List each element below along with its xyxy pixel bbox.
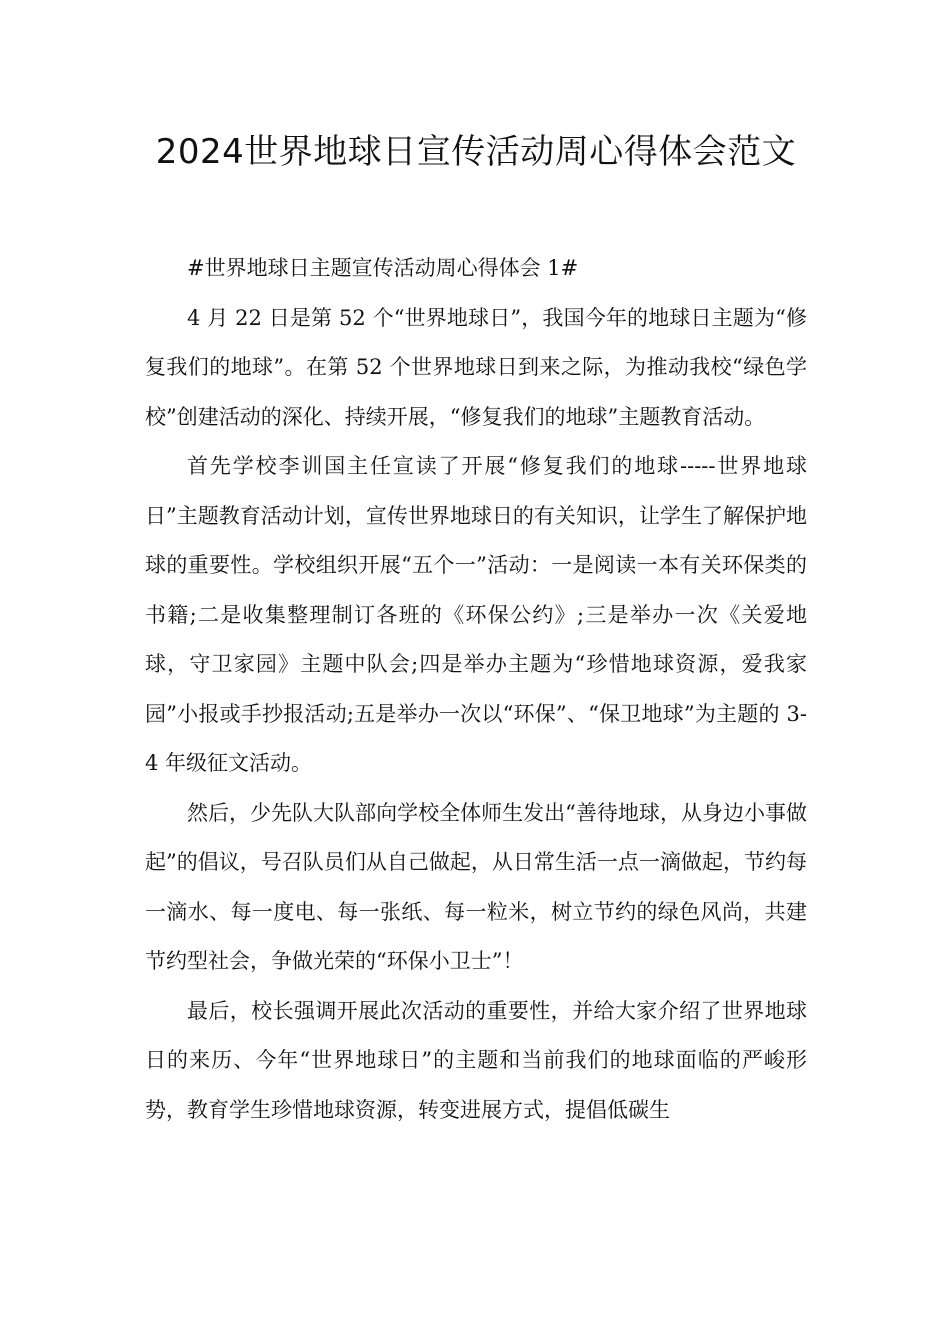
document-page [145,128,807,1135]
document-title: 2024世界地球日宣传活动周心得体会范文 [155,132,797,172]
document-body [145,244,807,1135]
section-heading: #世界地球日主题宣传活动周心得体会 1# [187,256,579,280]
paragraph-2: 首先学校李训国主任宣读了开展“修复我们的地球-----世界地球日”主题教育活动计划，宣传世界地球日的有关知识，让学生了解保护地球的重要性。学校组织开展“五个一”活动：一是阅读一本有关环保类的书籍;二是收集整理制订各班的《环保公约》;三是举办一次《关爱地球，守卫家园》主题中队会;四是举办主题为“珍惜地球资源，爱我家园”小报或手抄报活动;五是举办一次以“环保”、“保卫地球”为主题的 3-4 年级征文活动。 [145,454,807,775]
paragraph-3: 然后，少先队大队部向学校全体师生发出“善待地球，从身边小事做起”的倡议，号召队员们从自己做起，从日常生活一点一滴做起，节约每一滴水、每一度电、每一张纸、每一粒米，树立节约的绿色风尚，共建节约型社会，争做光荣的“环保小卫士”！ [145,800,807,973]
paragraph-1: 4 月 22 日是第 52 个“世界地球日”，我国今年的地球日主题为“修复我们的地球”。在第 52 个世界地球日到来之际，为推动我校“绿色学校”创建活动的深化、持续开展，“修复我们的地球”主题教育活动。 [145,305,807,429]
paragraph-4: 最后，校长强调开展此次活动的重要性，并给大家介绍了世界地球日的来历、今年“世界地球日”的主题和当前我们的地球面临的严峻形势，教育学生珍惜地球资源，转变进展方式，提倡低碳生 [145,998,807,1122]
